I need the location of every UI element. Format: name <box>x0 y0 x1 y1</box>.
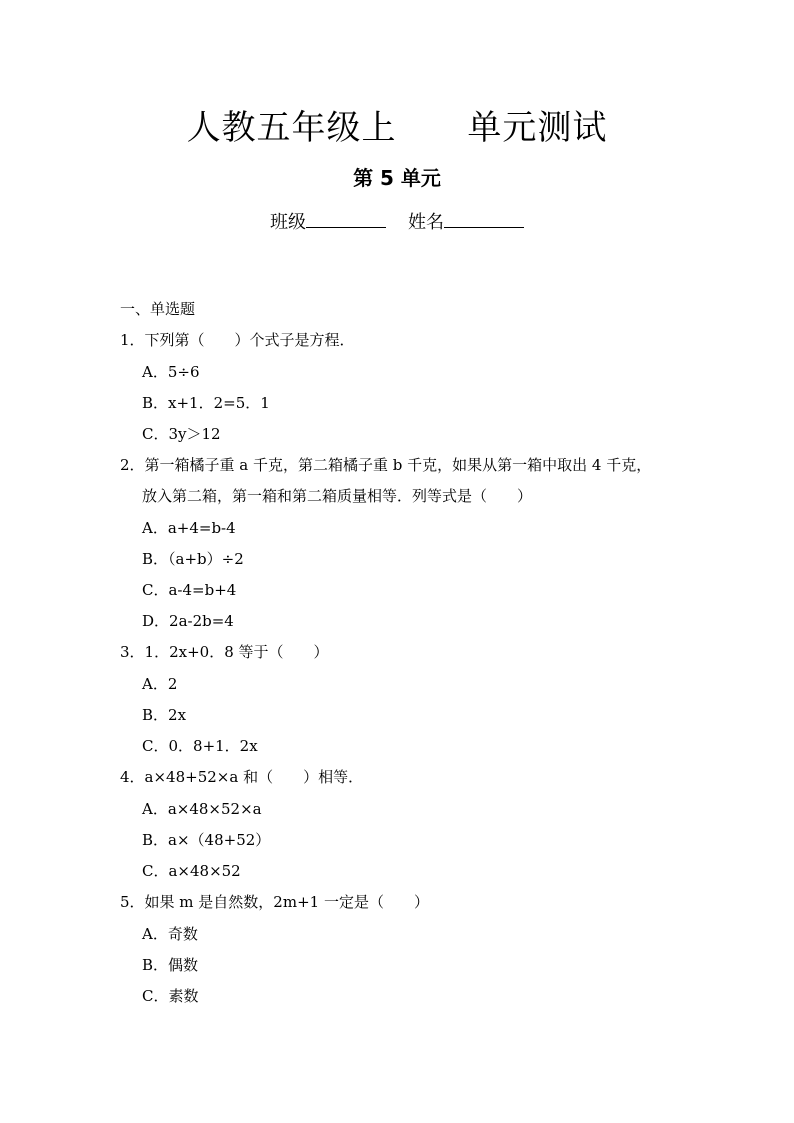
question-5-stem: 5．如果 m 是自然数，2m+1 一定是（ ） <box>120 893 429 911</box>
question-3-option-b: B．2x <box>142 706 187 724</box>
question-3-option-c: C．0．8+1．2x <box>142 737 258 755</box>
question-3-stem: 3．1．2x+0．8 等于（ ） <box>120 643 329 661</box>
question-1-option-a: A．5÷6 <box>142 363 200 381</box>
question-2-option-a: A．a+4=b-4 <box>142 519 236 537</box>
question-5-option-a: A．奇数 <box>142 925 198 943</box>
question-4-stem: 4．a×48+52×a 和（ ）相等． <box>120 768 364 786</box>
question-5-option-c: C．素数 <box>142 987 199 1005</box>
student-info-line <box>0 207 794 238</box>
name-blank <box>444 207 524 228</box>
question-1-option-c: C．3y＞12 <box>142 425 221 443</box>
question-2-option-b: B．（a+b）÷2 <box>142 550 244 568</box>
question-5-option-b: B．偶数 <box>142 956 199 974</box>
page-title: 人教五年级上 单元测试 <box>186 108 608 148</box>
section-title: 一、单选题 <box>120 300 196 318</box>
question-3-option-a: A．2 <box>142 675 178 693</box>
class-label: 班级 <box>270 212 306 233</box>
unit-subtitle: 第 5 单元 <box>353 166 441 190</box>
question-4-option-a: A．a×48×52×a <box>142 800 262 818</box>
name-label: 姓名 <box>408 212 444 233</box>
question-2-option-c: C．a-4=b+4 <box>142 581 237 599</box>
question-1-option-b: B．x+1．2=5．1 <box>142 394 270 412</box>
question-1-stem: 1．下列第（ ）个式子是方程． <box>120 331 355 349</box>
question-2-stem-continued: 放入第二箱，第一箱和第二箱质量相等．列等式是（ ） <box>142 487 533 505</box>
question-4-option-c: C．a×48×52 <box>142 862 241 880</box>
class-blank <box>306 207 386 228</box>
question-2-option-d: D．2a-2b=4 <box>142 612 234 630</box>
question-4-option-b: B．a×（48+52） <box>142 831 271 849</box>
question-2-stem: 2．第一箱橘子重 a 千克，第二箱橘子重 b 千克，如果从第一箱中取出 4 千克， <box>120 456 652 474</box>
